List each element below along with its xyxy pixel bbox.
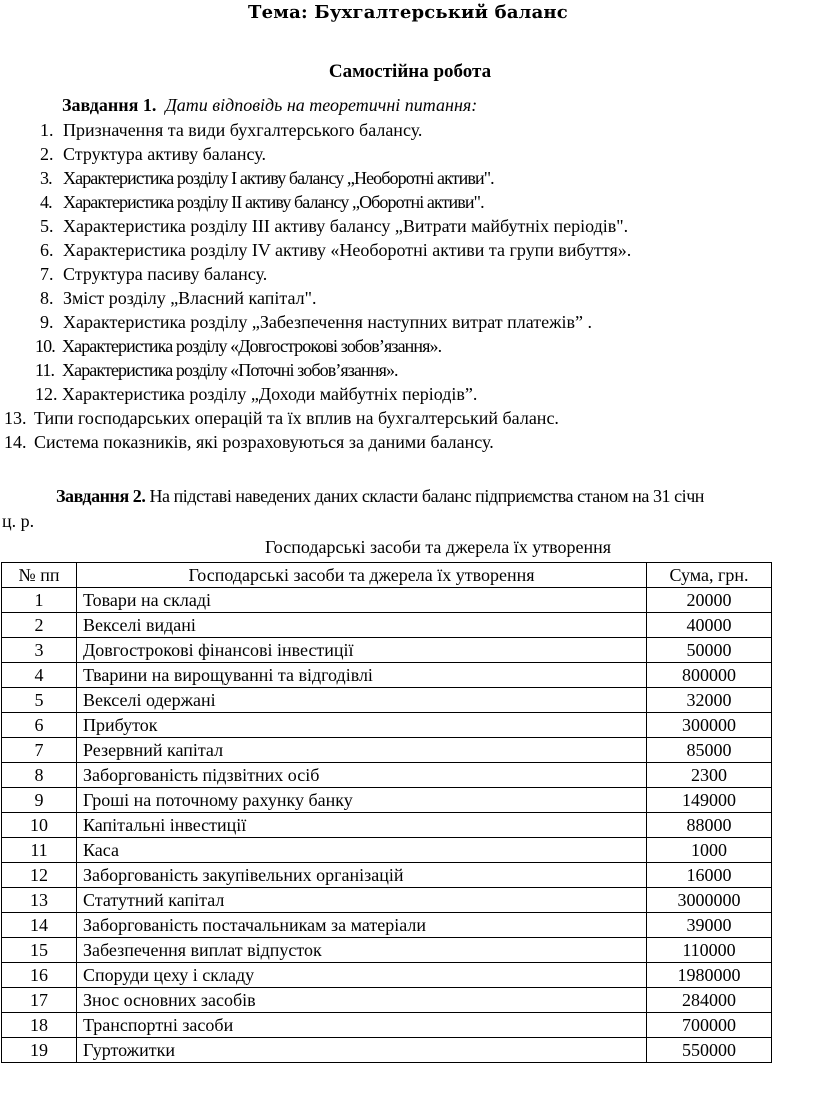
table-row: [2, 613, 772, 638]
question-number: 9.: [40, 312, 54, 332]
row-sum: 550000: [647, 1038, 772, 1063]
question-number: 11.: [35, 360, 55, 380]
question-number: 4.: [40, 192, 52, 212]
table-row: [2, 713, 772, 738]
question-text: Характеристика розділу I активу балансу „Необоротні активи".: [63, 168, 494, 188]
question-text: Система показників, які розраховуються за даними балансу.: [34, 432, 494, 452]
question-text: Структура пасиву балансу.: [63, 264, 268, 284]
table-row: [2, 938, 772, 963]
question-text: Характеристика розділу „Доходи майбутніх періодів”.: [62, 384, 478, 404]
table-row: [2, 913, 772, 938]
question-text: Характеристика розділу IV активу «Необоротні активи та групи вибуття».: [63, 240, 632, 260]
row-number: 19: [2, 1038, 77, 1063]
question-text: Характеристика розділу «Довгострокові зобов’язання».: [62, 336, 442, 356]
row-number: 15: [2, 938, 77, 963]
row-sum: 85000: [647, 738, 772, 763]
row-name: Каса: [77, 838, 647, 863]
row-name: Заборгованість постачальникам за матеріали: [77, 913, 647, 938]
question-text: Характеристика розділу III активу балансу „Витрати майбутніх періодів".: [63, 216, 629, 236]
row-sum: 149000: [647, 788, 772, 813]
row-name: Статутний капітал: [77, 888, 647, 913]
row-number: 18: [2, 1013, 77, 1038]
table-header-row: [2, 563, 772, 588]
row-sum: 50000: [647, 638, 772, 663]
row-number: 12: [2, 863, 77, 888]
task1-label: Завдання 1.: [62, 95, 157, 115]
table-row: [2, 988, 772, 1013]
table-row: [2, 638, 772, 663]
question-number: 6.: [40, 240, 54, 260]
row-name: Прибуток: [77, 713, 647, 738]
assets-table: [1, 562, 772, 1063]
table-row: [2, 813, 772, 838]
question-number: 1.: [40, 120, 54, 140]
row-sum: 800000: [647, 663, 772, 688]
row-sum: 39000: [647, 913, 772, 938]
question-number: 10.: [35, 336, 55, 356]
row-sum: 88000: [647, 813, 772, 838]
row-sum: 1000: [647, 838, 772, 863]
row-sum: 2300: [647, 763, 772, 788]
table-row: [2, 838, 772, 863]
table-row: [2, 738, 772, 763]
row-name: Споруди цеху і складу: [77, 963, 647, 988]
question-number: 7.: [40, 264, 54, 284]
row-number: 11: [2, 838, 77, 863]
row-name: Довгострокові фінансові інвестиції: [77, 638, 647, 663]
row-sum: 32000: [647, 688, 772, 713]
row-sum: 300000: [647, 713, 772, 738]
task2-line1: [56, 483, 704, 510]
row-name: Тварини на вирощуванні та відгодівлі: [77, 663, 647, 688]
row-number: 4: [2, 663, 77, 688]
row-number: 13: [2, 888, 77, 913]
row-sum: 3000000: [647, 888, 772, 913]
row-number: 8: [2, 763, 77, 788]
row-name: Забезпечення виплат відпусток: [77, 938, 647, 963]
document-title: Тема: Бухгалтерський баланс: [248, 2, 568, 23]
question-text: Типи господарських операцій та їх вплив на бухгалтерський баланс.: [34, 408, 559, 428]
row-name: Транспортні засоби: [77, 1013, 647, 1038]
row-sum: 110000: [647, 938, 772, 963]
row-name: Векселі одержані: [77, 688, 647, 713]
task2-line2: ц. р.: [2, 511, 35, 531]
row-number: 17: [2, 988, 77, 1013]
row-number: 9: [2, 788, 77, 813]
row-number: 3: [2, 638, 77, 663]
table-row: [2, 763, 772, 788]
task2-text: На підставі наведених даних скласти баланс підприємства станом на 31 січн: [149, 486, 704, 506]
question-text: Зміст розділу „Власний капітал".: [63, 288, 317, 308]
row-number: 7: [2, 738, 77, 763]
question-text: Характеристика розділу «Поточні зобов’язання».: [62, 360, 398, 380]
column-header-name: Господарські засоби та джерела їх утворення: [77, 563, 647, 588]
task2-label: Завдання 2.: [56, 486, 146, 506]
table-row: [2, 963, 772, 988]
task1-heading: [62, 95, 477, 116]
row-sum: 16000: [647, 863, 772, 888]
table-row: [2, 1038, 772, 1063]
question-number: 8.: [40, 288, 54, 308]
table-row: [2, 663, 772, 688]
question-number: 13.: [4, 408, 27, 428]
row-number: 14: [2, 913, 77, 938]
task1-instruction: Дати відповідь на теоретичні питання:: [165, 95, 478, 115]
row-sum: 284000: [647, 988, 772, 1013]
row-name: Резервний капітал: [77, 738, 647, 763]
column-header-sum: Сума, грн.: [647, 563, 772, 588]
table-caption: Господарські засоби та джерела їх утворення: [264, 537, 611, 557]
question-number: 5.: [40, 216, 54, 236]
row-number: 10: [2, 813, 77, 838]
row-sum: 700000: [647, 1013, 772, 1038]
row-name: Знос основних засобів: [77, 988, 647, 1013]
row-name: Векселі видані: [77, 613, 647, 638]
question-number: 12.: [35, 384, 58, 404]
table-row: [2, 888, 772, 913]
row-name: Заборгованість підзвітних осіб: [77, 763, 647, 788]
row-name: Гроші на поточному рахунку банку: [77, 788, 647, 813]
row-number: 1: [2, 588, 77, 613]
row-name: Гуртожитки: [77, 1038, 647, 1063]
table-row: [2, 788, 772, 813]
question-number: 2.: [40, 144, 54, 164]
row-sum: 40000: [647, 613, 772, 638]
row-number: 2: [2, 613, 77, 638]
row-sum: 20000: [647, 588, 772, 613]
column-header-number: № пп: [2, 563, 77, 588]
row-number: 6: [2, 713, 77, 738]
question-text: Характеристика розділу II активу балансу „Оборотні активи".: [63, 192, 484, 212]
row-name: Товари на складі: [77, 588, 647, 613]
table-row: [2, 688, 772, 713]
question-text: Характеристика розділу „Забезпечення наступних витрат платежів” .: [63, 312, 593, 332]
row-number: 5: [2, 688, 77, 713]
row-number: 16: [2, 963, 77, 988]
table-row: [2, 588, 772, 613]
table-row: [2, 863, 772, 888]
row-name: Капітальні інвестиції: [77, 813, 647, 838]
question-text: Структура активу балансу.: [63, 144, 266, 164]
row-sum: 1980000: [647, 963, 772, 988]
question-number: 14.: [4, 432, 27, 452]
table-row: [2, 1013, 772, 1038]
question-text: Призначення та види бухгалтерського балансу.: [63, 120, 423, 140]
document-subtitle: Самостійна робота: [328, 61, 492, 82]
question-number: 3.: [40, 168, 52, 188]
row-name: Заборгованість закупівельних організацій: [77, 863, 647, 888]
